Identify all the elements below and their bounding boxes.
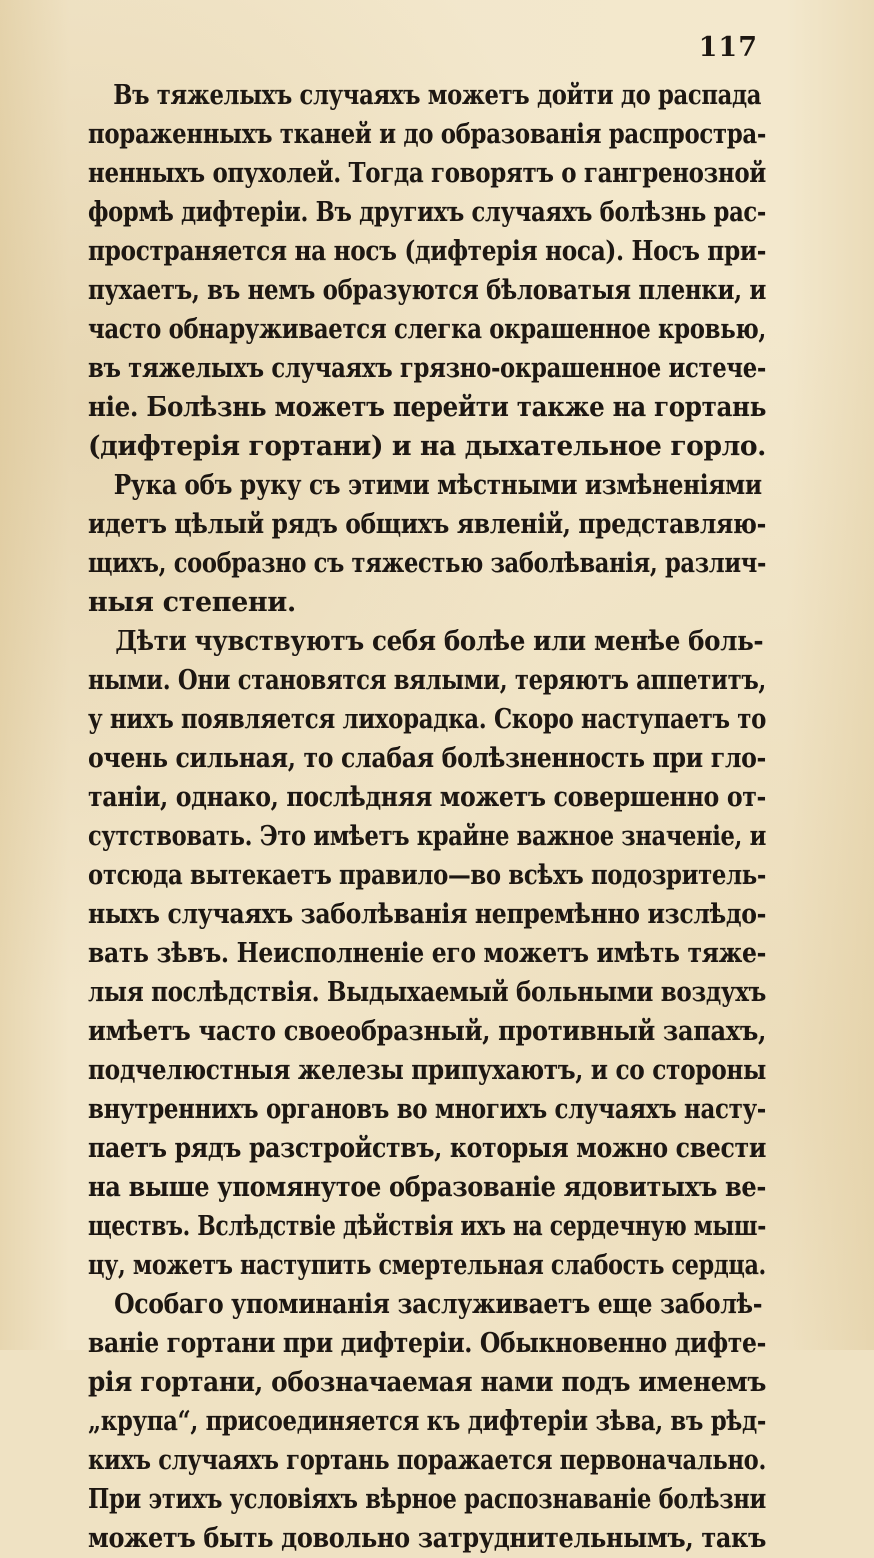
text-line: отсюда вытекаетъ правило—во всѣхъ подозритель-: [88, 860, 767, 891]
text-line: часто обнаруживается слегка окрашенное кровью,: [88, 314, 766, 345]
text-line: При этихъ условіяхъ вѣрное распознаваніе болѣзни: [88, 1484, 766, 1515]
text-line: „крупа“, присоединяется къ дифтеріи зѣва, въ рѣд-: [88, 1406, 767, 1437]
text-line: рія гортани, обозначаемая нами подъ именемъ: [88, 1367, 767, 1398]
text-line: лыя послѣдствія. Выдыхаемый больными воздухъ: [88, 977, 767, 1008]
text-line: кихъ случаяхъ гортань поражается первоначально.: [88, 1445, 766, 1476]
text-line: ненныхъ опухолей. Тогда говорятъ о гангренозной: [88, 158, 766, 189]
text-line: пораженныхъ тканей и до образованія распростра-: [88, 119, 767, 150]
text-line: ваніе гортани при дифтеріи. Обыкновенно дифте-: [88, 1328, 766, 1359]
text-line: пухаетъ, въ немъ образуются бѣловатыя пленки, и: [88, 275, 767, 306]
text-line: сутствовать. Это имѣетъ крайне важное значеніе, и: [88, 821, 767, 852]
text-line: Рука объ руку съ этими мѣстными измѣненіями: [113, 470, 762, 501]
text-line: цу, можетъ наступить смертельная слабость сердца.: [88, 1250, 766, 1281]
text-line: ніе. Болѣзнь можетъ перейти также на гортань: [88, 392, 767, 423]
page-number: 117: [698, 32, 758, 63]
text-line: очень сильная, то слабая болѣзненность при гло-: [88, 743, 766, 774]
text-line: Особаго упоминанія заслуживаетъ еще заболѣ-: [114, 1289, 763, 1320]
text-line: можетъ быть довольно затруднительнымъ, такъ: [88, 1523, 767, 1554]
text-line: щихъ, сообразно съ тяжестью заболѣванія, различ-: [88, 548, 767, 579]
text-line: ныя степени.: [88, 587, 296, 618]
text-line: ществъ. Вслѣдствіе дѣйствія ихъ на сердечную мыш-: [88, 1211, 767, 1242]
text-line: вать зѣвъ. Неисполненіе его можетъ имѣть тяже-: [88, 938, 767, 969]
body-text: [88, 76, 766, 1558]
text-line: имѣетъ часто своеобразный, противный запахъ,: [88, 1016, 767, 1047]
text-line: паетъ рядъ разстройствъ, которыя можно свести: [88, 1133, 767, 1164]
text-line: внутреннихъ органовъ во многихъ случаяхъ насту-: [88, 1094, 766, 1125]
text-line: Дѣти чувствуютъ себя болѣе или менѣе боль-: [115, 626, 764, 657]
text-line: идетъ цѣлый рядъ общихъ явленій, представляю-: [88, 509, 766, 540]
text-line: на выше упомянутое образованіе ядовитыхъ ве-: [88, 1172, 767, 1203]
text-line: у нихъ появляется лихорадка. Скоро наступаетъ то: [88, 704, 767, 735]
text-line: таніи, однако, послѣдняя можетъ совершенно от-: [88, 782, 767, 813]
text-line: въ тяжелыхъ случаяхъ грязно-окрашенное истече-: [88, 353, 767, 384]
text-line: подчелюстныя железы припухаютъ, и со стороны: [88, 1055, 767, 1086]
text-line: ныхъ случаяхъ заболѣванія непремѣнно изслѣдо-: [88, 899, 767, 930]
text-line: Въ тяжелыхъ случаяхъ можетъ дойти до распада: [113, 80, 762, 111]
text-line: ными. Они становятся вялыми, теряютъ аппетитъ,: [88, 665, 767, 696]
text-line: формѣ дифтеріи. Въ другихъ случаяхъ болѣзнь рас-: [88, 197, 766, 228]
text-line: пространяется на носъ (дифтерія носа). Носъ при-: [88, 236, 767, 267]
text-line: (дифтерія гортани) и на дыхательное горло.: [88, 431, 767, 462]
